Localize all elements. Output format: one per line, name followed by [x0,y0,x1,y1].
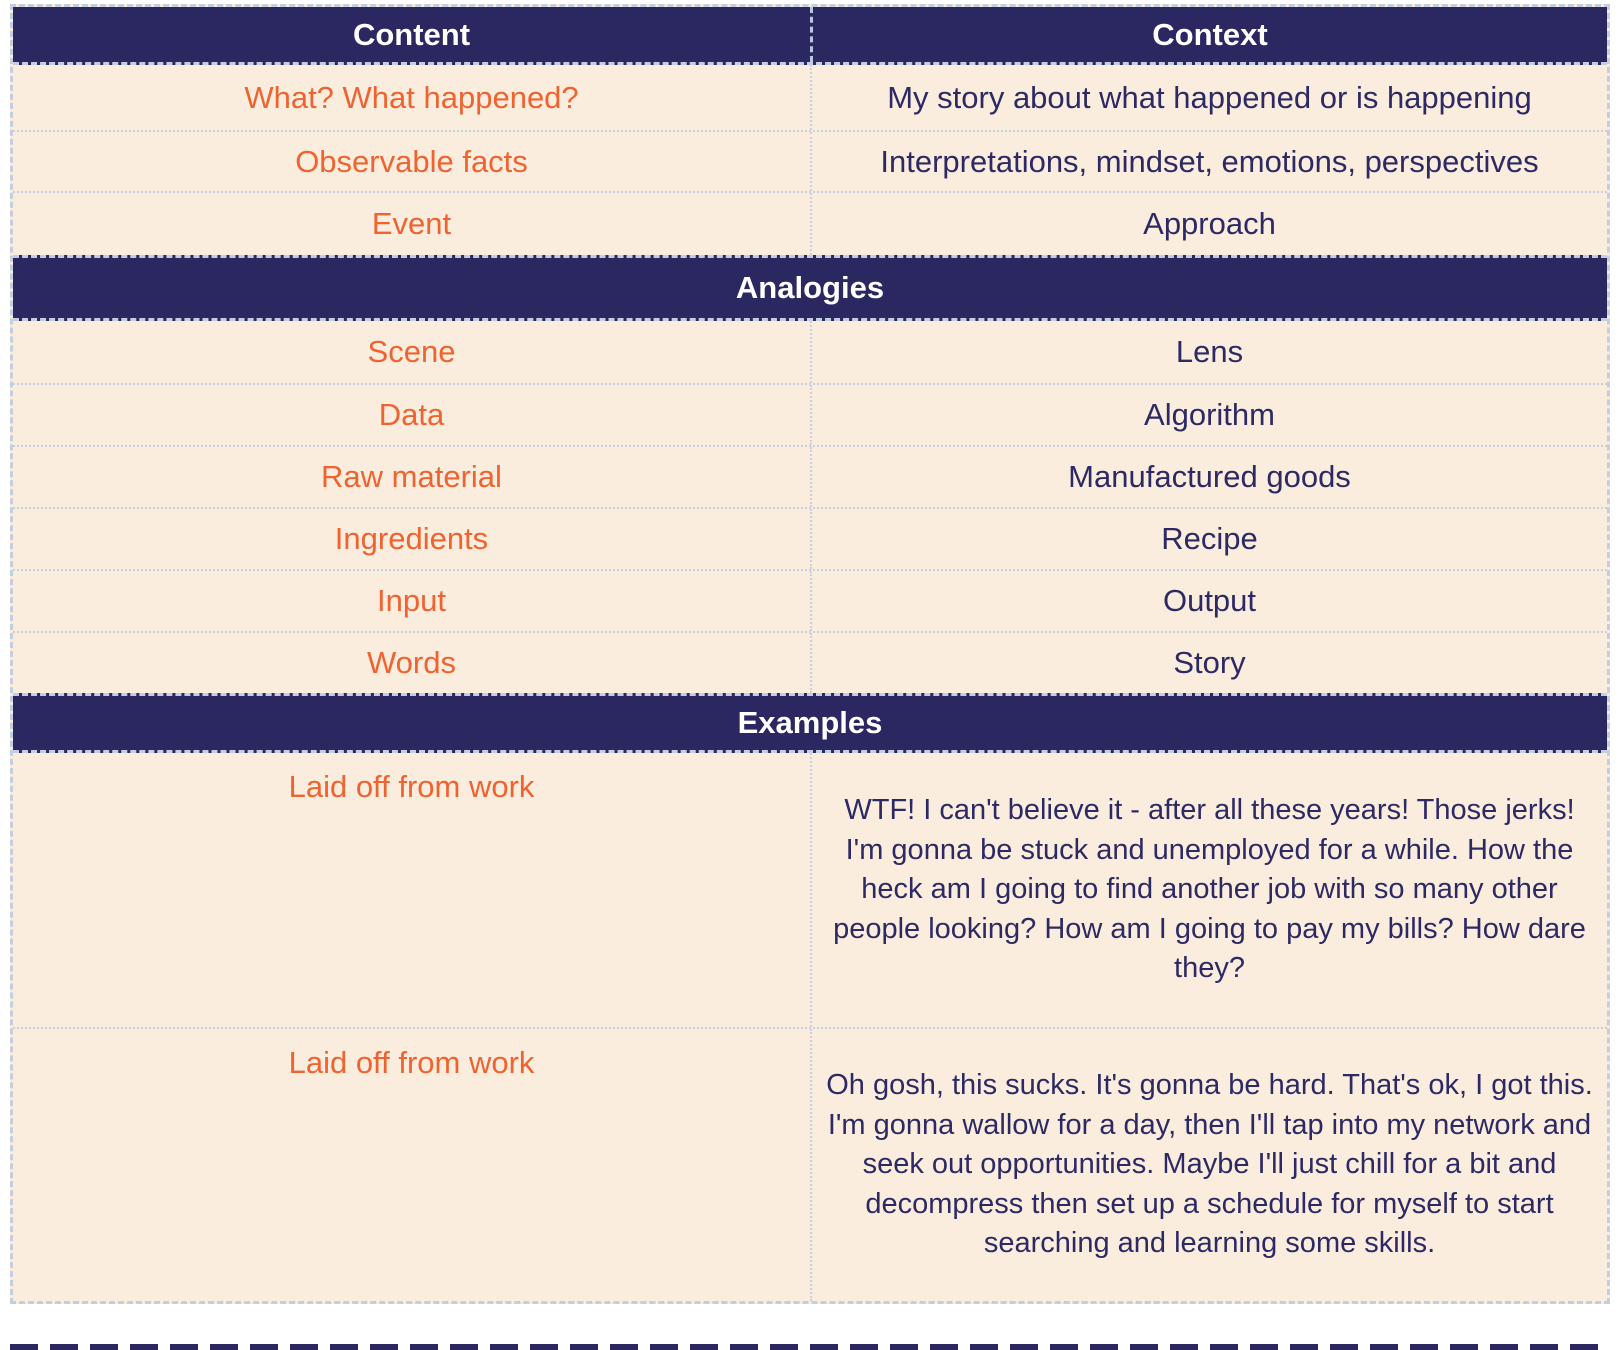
analogies-section [13,321,1607,693]
context-cell: Approach [810,193,1607,255]
table-row [13,1027,1607,1301]
context-cell: Lens [810,321,1607,383]
table-row [13,445,1607,507]
comparison-table [10,4,1610,1304]
section-header-analogies [13,255,1607,321]
content-cell: Data [378,397,445,432]
context-column-header: Context [810,7,1607,62]
content-column-header: Content [352,16,471,52]
section-title: Analogies [735,270,885,305]
context-cell: My story about what happened or is happening [810,65,1607,130]
context-cell: Recipe [810,509,1607,569]
context-cell: WTF! I can't believe it - after all these years! Those jerks! I'm gonna be stuck and unemployed for a while. How the heck am I going to find another job with so many other people looking? How am I going to pay my bills? How dare they? [810,753,1607,1027]
section-header-examples [13,693,1607,753]
content-cell: What? What happened? [244,79,579,115]
examples-section [13,753,1607,1301]
table-row [13,383,1607,445]
content-cell: Scene [367,334,456,369]
context-cell: Interpretations, mindset, emotions, perspectives [810,132,1607,191]
content-cell: Input [377,583,446,618]
content-cell: Ingredients [334,521,489,556]
table-row [13,507,1607,569]
content-cell: Laid off from work [288,769,535,804]
section-title: Examples [737,705,883,740]
content-cell: Observable facts [295,143,528,179]
table-row [13,631,1607,693]
context-cell: Manufactured goods [810,447,1607,507]
content-cell: Words [366,645,456,680]
table-header-row [13,7,1607,65]
context-cell: Output [810,571,1607,631]
content-cell: Event [371,206,452,241]
table-row [13,65,1607,130]
table-row [13,321,1607,383]
context-cell: Algorithm [810,385,1607,445]
content-cell: Laid off from work [288,1045,535,1080]
table-row [13,191,1607,255]
context-cell: Story [810,633,1607,693]
top-section [13,65,1607,255]
content-cell: Raw material [321,459,502,494]
table-row [13,130,1607,191]
context-cell: Oh gosh, this sucks. It's gonna be hard. That's ok, I got this. I'm gonna wallow for a day, then I'll tap into my network and seek out opportunities. Maybe I'll just chill for a bit and decompress then set up a schedule for myself to start searching and learning some skills. [810,1029,1607,1301]
table-row [13,569,1607,631]
next-section-edge [10,1344,1610,1350]
table-row [13,753,1607,1027]
